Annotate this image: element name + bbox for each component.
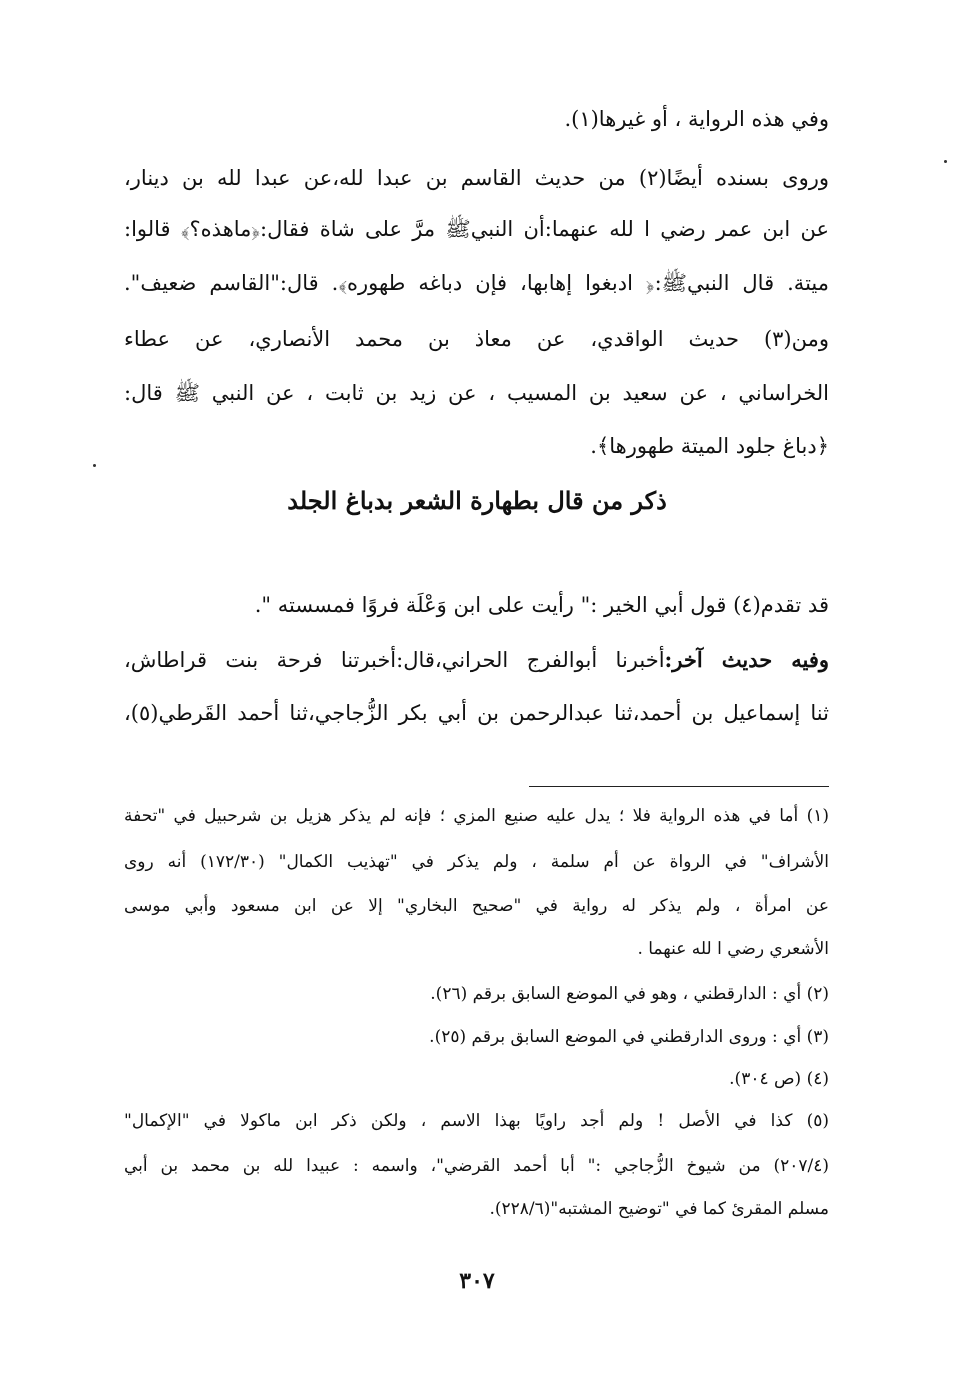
- body-line-7: ﴿دباغ جلود الميتة طهورها﴾.: [590, 434, 829, 458]
- body-line-1: وفي هذه الرواية ، أو غيرها(١).: [564, 107, 829, 131]
- body-line-9-rest: أخبرنا أبوالفرج الحراني،قال:أخبرتنا فرحة بنت قراطاش،: [124, 648, 665, 672]
- scan-speck: [944, 160, 947, 163]
- footnote-divider: [529, 786, 829, 787]
- page-number: ٣٠٧: [459, 1268, 495, 1294]
- footnote-5-line-2: (٢٠٧/٤) من شيوخ الزُّجاجي :" أبا أحمد القرضي"، واسمه : عبيدا لله بن محمد بن أبي: [124, 1156, 829, 1176]
- footnote-3: (٣) أي : وروى الدارقطني في الموضع السابق برقم (٢٥).: [429, 1027, 829, 1047]
- footnote-1-line-2: الأشراف" في الرواة عن أم سلمة ، ولم يذكر في "تهذيب الكمال" (١٧٢/٣٠) أنه روى: [124, 852, 829, 872]
- body-line-3: عن ابن عمر رضي ا لله عنهما:أن النبيﷺ مرَّ على شاة فقال:﴿ماهذه؟﴾ قالوا:: [124, 217, 829, 241]
- footnote-1-line-1: (١) أما في هذه الرواية فلا ؛ يدل عليه صنيع المزي ؛ فإنه لم يذكر هزيل بن شرحبيل في "تحفة: [124, 806, 829, 826]
- footnote-1-line-4: الأشعري رضي ا لله عنهما .: [637, 939, 829, 959]
- body-line-4: ميتة. قال النبيﷺ:﴿ ادبغوا إهابها، فإن دباغه طهوره﴾. قال:"القاسم ضعيف".: [124, 271, 829, 295]
- section-heading: ذكر من قال بطهارة الشعر بدباغ الجلد: [287, 486, 667, 515]
- body-line-2: وروى بسنده أيضًا(٢) من حديث القاسم بن عبدا لله،عن عبدا لله بن دينار،: [124, 166, 829, 190]
- footnote-5-line-3: مسلم المقرئ كما في "توضيح المشتبه"(٢٢٨/٦).: [489, 1199, 829, 1219]
- body-line-6: الخراساني ، عن سعيد بن المسيب ، عن زيد بن ثابت ، عن النبي ﷺ قال:: [124, 381, 829, 405]
- body-line-5: ومن(٣) حديث الواقدي، عن معاذ بن محمد الأنصاري، عن عطاء: [124, 327, 829, 351]
- body-line-9: [124, 645, 829, 677]
- body-line-10: ثنا إسماعيل بن أحمد،ثنا عبدالرحمن بن أبي بكر الزُّجاجي،ثنا أحمد القَرطي(٥)،: [124, 701, 829, 725]
- body-line-8: قد تقدم(٤) قول أبي الخير :" رأيت على ابن وَعْلَة فروًا فمسسته ".: [254, 593, 829, 617]
- scan-speck: [93, 464, 96, 467]
- footnote-2: (٢) أي : الدارقطني ، وهو في الموضع السابق برقم (٢٦).: [430, 984, 829, 1004]
- lead-bold-text: وفيه حديث آخر:: [664, 647, 829, 672]
- footnote-5-line-1: (٥) كذا في الأصل ! ولم أجد راويًا بهذا الاسم ، ولكن ذكر ابن ماكولا في "الإكمال": [124, 1111, 829, 1131]
- footnote-4: (٤) (ص ٣٠٤).: [729, 1069, 829, 1089]
- footnote-1-line-3: عن امرأة ، ولم يذكر له رواية في "صحيح البخاري" إلا عن ابن مسعود وأبي موسى: [124, 896, 829, 916]
